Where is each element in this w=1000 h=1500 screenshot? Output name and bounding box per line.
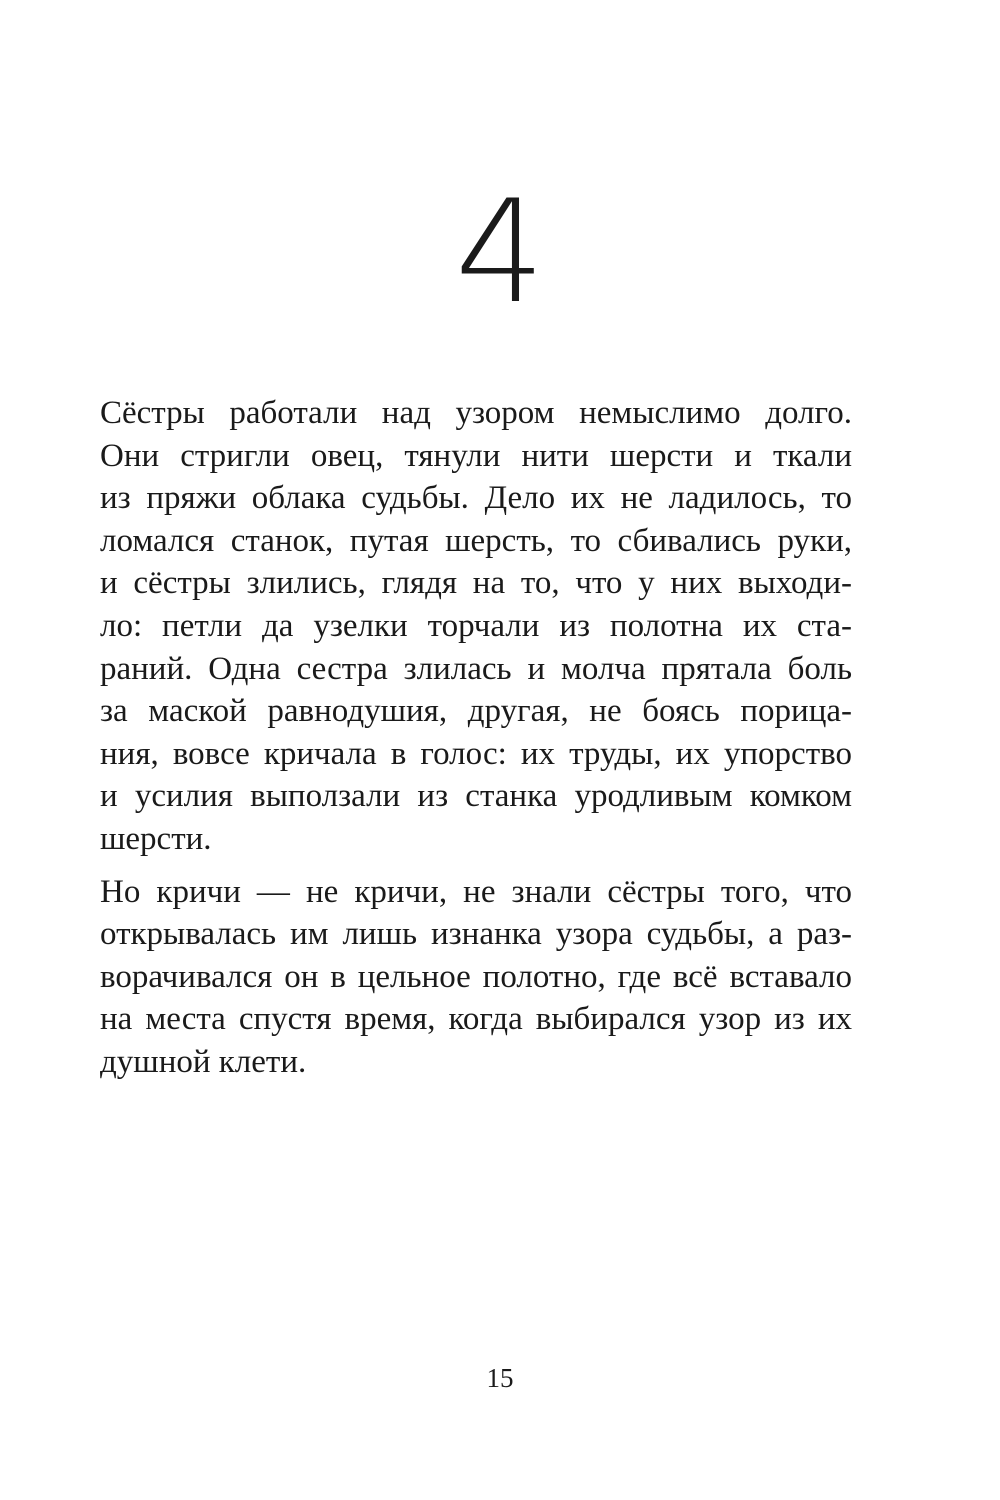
- text-line: и усилия выползали из станка уродливым комком: [100, 778, 852, 815]
- text-line: ния, вовсе кричала в голос: их труды, их упорство: [100, 735, 852, 772]
- text-line: Сёстры работали над узором немыслимо долго.: [100, 395, 852, 431]
- text-line: Но кричи — не кричи, не знали сёстры того, что: [100, 873, 852, 910]
- text-line: раний. Одна сестра злилась и молча прятала боль: [100, 650, 852, 687]
- text-line: шерсти.: [100, 820, 212, 857]
- body-text: [100, 392, 852, 1084]
- text-line: ломался станок, путая шерсть, то сбивались руки,: [100, 522, 852, 559]
- text-line: Они стригли овец, тянули нити шерсти и ткали: [100, 437, 852, 474]
- text-line: на места спустя время, когда выбирался узор из их: [100, 1001, 852, 1038]
- paragraph-2: [100, 871, 852, 1084]
- text-line: душной клети.: [100, 1043, 307, 1080]
- paragraph-1: [100, 392, 852, 861]
- chapter-number: 4: [454, 170, 546, 335]
- text-line: открывалась им лишь изнанка узора судьбы, а раз-: [100, 916, 852, 953]
- text-line: за маской равнодушия, другая, не боясь порица-: [100, 693, 852, 730]
- text-line: ворачивался он в цельное полотно, где всё вставало: [100, 958, 852, 995]
- text-line: ло: петли да узелки торчали из полотна их ста-: [100, 607, 852, 644]
- page-number: 15: [486, 1363, 514, 1393]
- text-line: и сёстры злились, глядя на то, что у них выходи-: [100, 565, 852, 602]
- text-line: из пряжи облака судьбы. Дело их не ладилось, то: [100, 480, 852, 517]
